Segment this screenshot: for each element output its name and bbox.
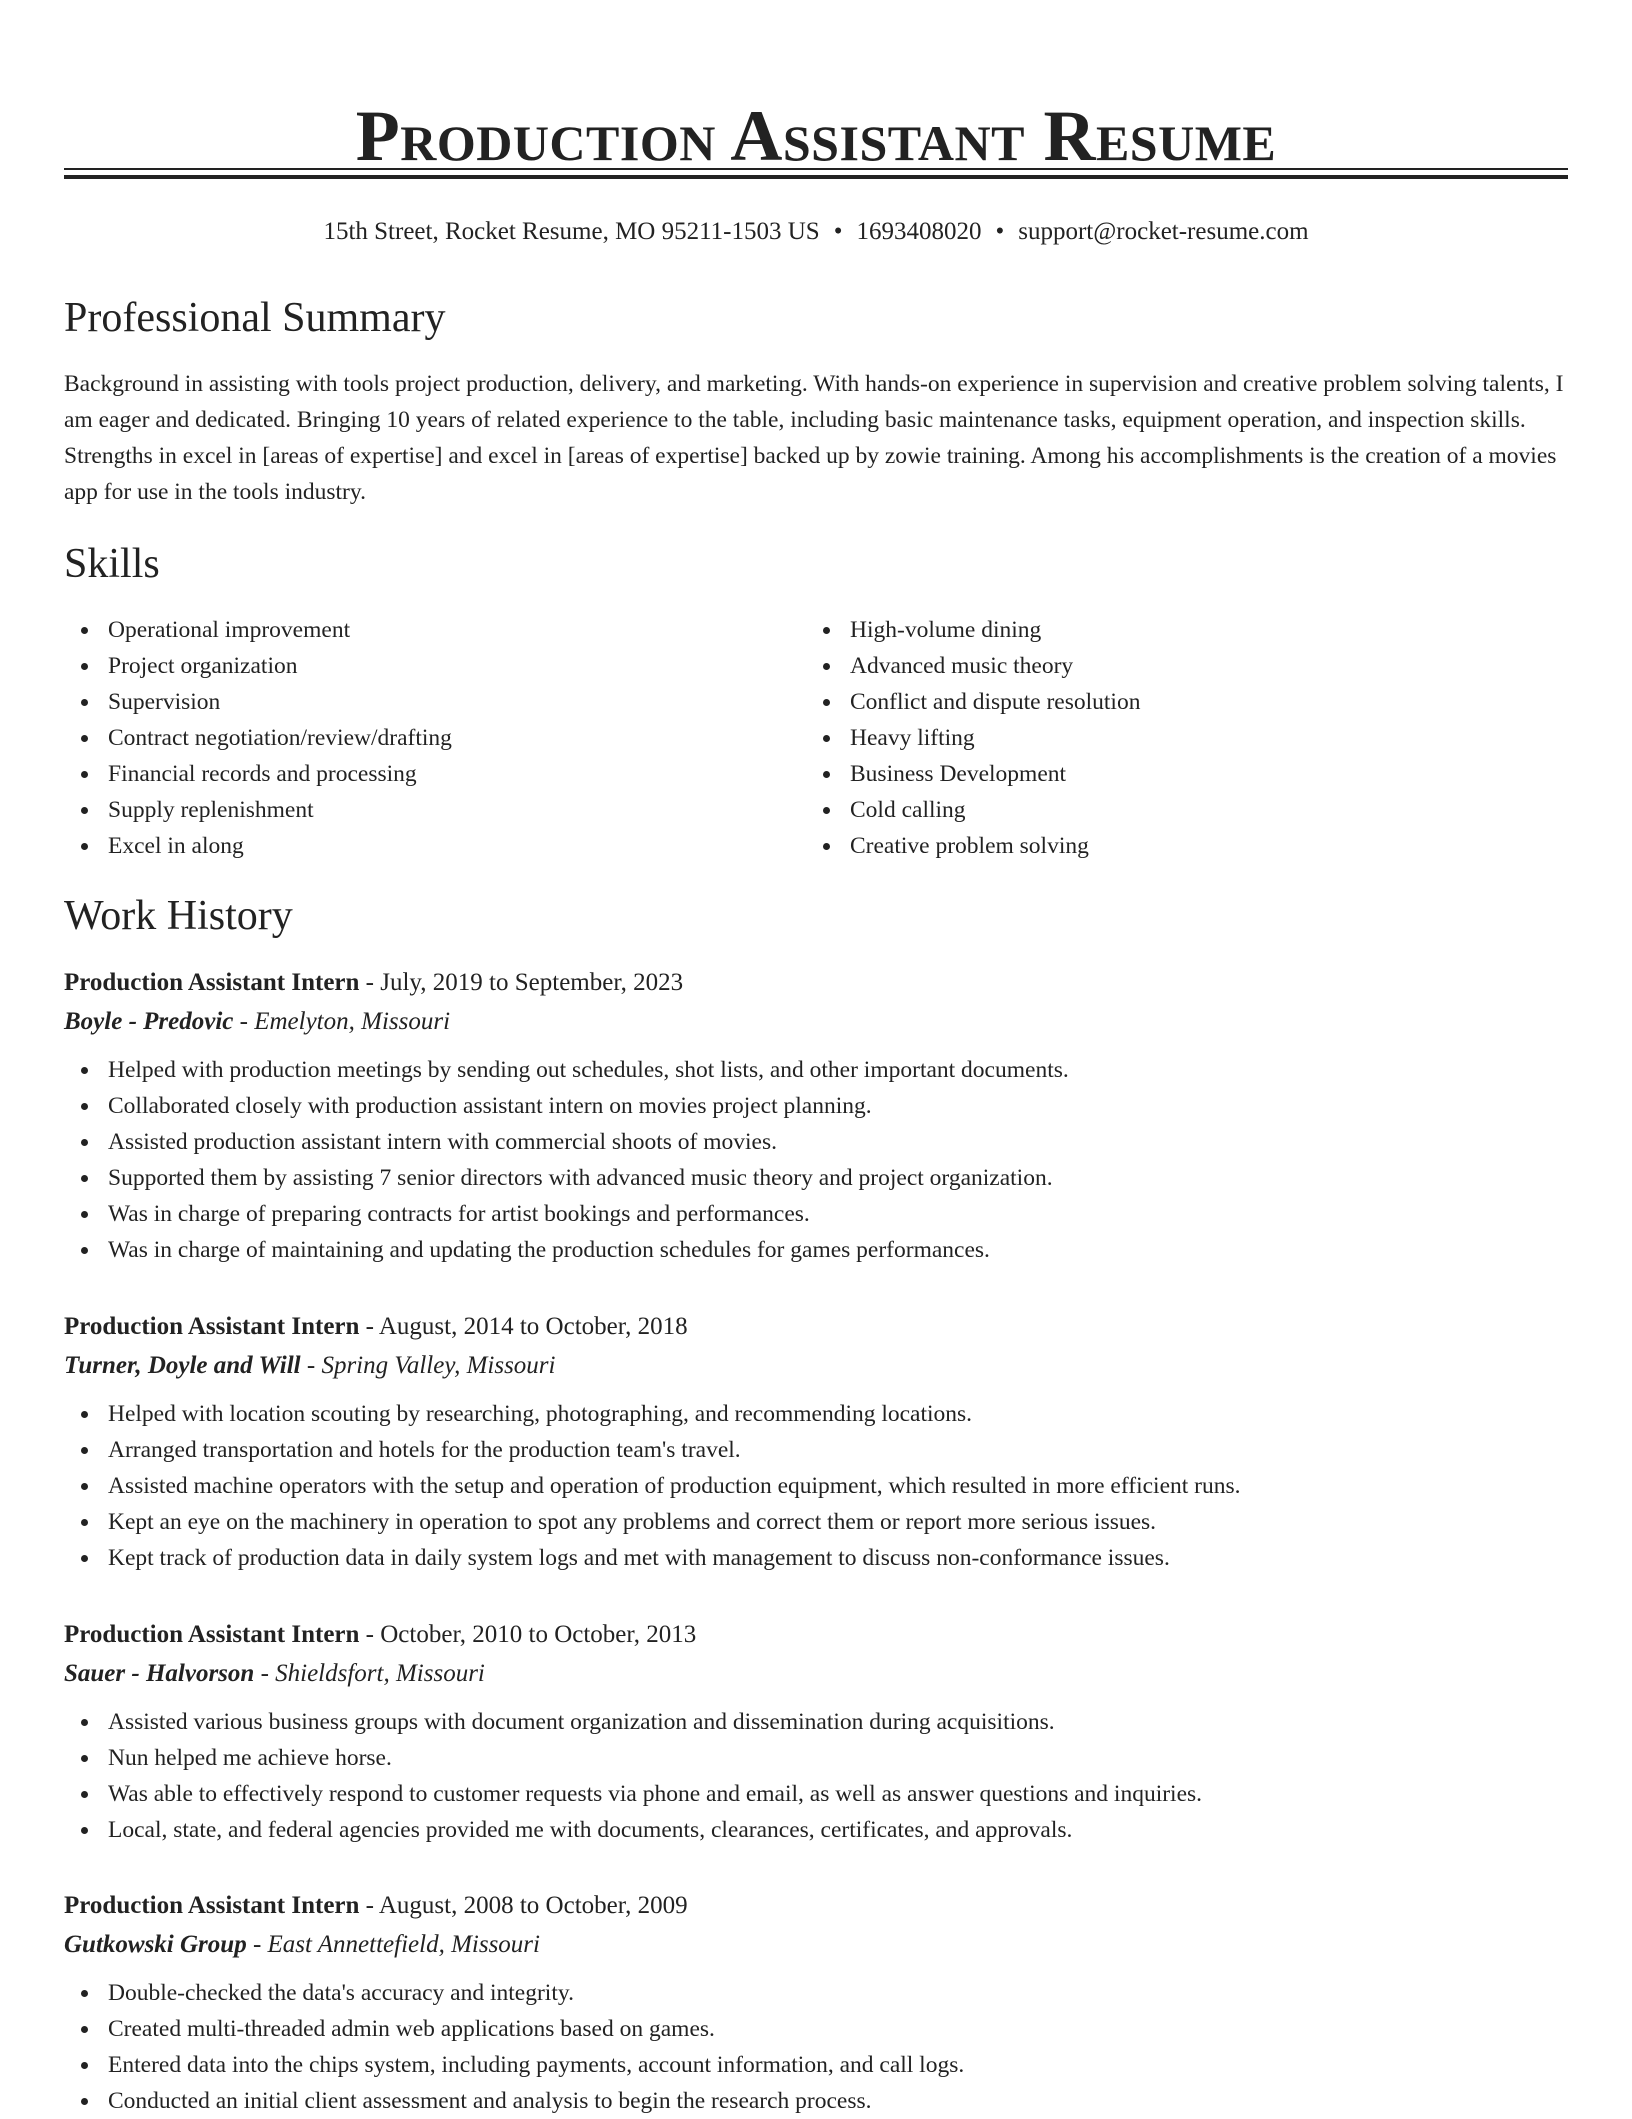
job-bullet: Kept an eye on the machinery in operation to spot any problems and correct them or report more serious issues.: [64, 1504, 1568, 1540]
job-dates: August, 2014 to October, 2018: [378, 1313, 688, 1340]
skill-item: Advanced music theory: [806, 648, 1140, 684]
contact-phone: 1693408020: [856, 218, 982, 245]
skill-item: Supply replenishment: [64, 792, 452, 828]
job-entry: [64, 964, 1568, 1268]
job-role: Production Assistant Intern: [64, 1621, 360, 1648]
job-bullet: Double-checked the data's accuracy and integrity.: [64, 1975, 1568, 2011]
contact-email: support@rocket-resume.com: [1018, 218, 1309, 245]
work-history-heading: Work History: [64, 893, 293, 939]
job-bullet: Supported them by assisting 7 senior directors with advanced music theory and project organization.: [64, 1160, 1568, 1196]
skills-list-left: [64, 612, 452, 864]
job-title-line: Production Assistant Intern - August, 2008 to October, 2009: [64, 1892, 688, 1919]
title-divider-thin: [64, 168, 1568, 170]
skills-list-right: [806, 612, 1140, 864]
job-location: East Annettefield, Missouri: [267, 1931, 540, 1958]
job-bullets: [64, 1704, 1568, 1848]
job-entry: [64, 1887, 1568, 2119]
summary-heading: Professional Summary: [64, 295, 446, 341]
job-bullet: Kept track of production data in daily system logs and met with management to discuss non-conformance issues.: [64, 1540, 1568, 1576]
skills-heading: Skills: [64, 541, 160, 587]
job-entry: [64, 1616, 1568, 1848]
skill-item: Project organization: [64, 648, 452, 684]
skill-item: Contract negotiation/review/drafting: [64, 720, 452, 756]
job-bullet: Collaborated closely with production assistant intern on movies project planning.: [64, 1088, 1568, 1124]
job-bullet: Assisted production assistant intern with commercial shoots of movies.: [64, 1124, 1568, 1160]
job-bullet: Was in charge of maintaining and updating the production schedules for games performances.: [64, 1232, 1568, 1268]
job-bullet: Arranged transportation and hotels for the production team's travel.: [64, 1432, 1568, 1468]
job-company: Turner, Doyle and Will: [64, 1352, 301, 1379]
bullet-separator: •: [833, 218, 843, 245]
skill-item: Cold calling: [806, 792, 1140, 828]
contact-line: [64, 214, 1568, 250]
job-company-line: Gutkowski Group - East Annettefield, Missouri: [64, 1931, 540, 1958]
job-dates: July, 2019 to September, 2023: [380, 969, 684, 996]
contact-address: 15th Street, Rocket Resume, MO 95211-1503 US: [323, 218, 820, 245]
job-bullets: [64, 1052, 1568, 1268]
job-role: Production Assistant Intern: [64, 1313, 360, 1340]
job-bullet: Created multi-threaded admin web applications based on games.: [64, 2011, 1568, 2047]
job-bullet: Entered data into the chips system, including payments, account information, and call logs.: [64, 2047, 1568, 2083]
job-location: Spring Valley, Missouri: [321, 1352, 556, 1379]
skill-item: Operational improvement: [64, 612, 452, 648]
job-entry: [64, 1308, 1568, 1576]
skill-item: Creative problem solving: [806, 828, 1140, 864]
job-bullet: Was in charge of preparing contracts for artist bookings and performances.: [64, 1196, 1568, 1232]
job-role: Production Assistant Intern: [64, 1892, 360, 1919]
resume-title: Production Assistant Resume: [355, 96, 1277, 177]
job-company-line: Sauer - Halvorson - Shieldsfort, Missouri: [64, 1660, 485, 1687]
skill-item: Conflict and dispute resolution: [806, 684, 1140, 720]
job-bullets: [64, 1396, 1568, 1576]
job-bullet: Was able to effectively respond to customer requests via phone and email, as well as answer questions and inquiries.: [64, 1776, 1568, 1812]
skill-item: Business Development: [806, 756, 1140, 792]
job-role: Production Assistant Intern: [64, 969, 360, 996]
job-bullet: Nun helped me achieve horse.: [64, 1740, 1568, 1776]
job-location: Shieldsfort, Missouri: [275, 1660, 485, 1687]
skill-item: Heavy lifting: [806, 720, 1140, 756]
job-company: Boyle - Predovic: [64, 1008, 234, 1035]
job-company: Gutkowski Group: [64, 1931, 247, 1958]
job-title-line: Production Assistant Intern - October, 2010 to October, 2013: [64, 1621, 697, 1648]
job-location: Emelyton, Missouri: [254, 1008, 451, 1035]
bullet-separator: •: [995, 218, 1005, 245]
job-bullet: Helped with location scouting by researching, photographing, and recommending locations.: [64, 1396, 1568, 1432]
skill-item: High-volume dining: [806, 612, 1140, 648]
job-company: Sauer - Halvorson: [64, 1660, 255, 1687]
summary-text: Background in assisting with tools project production, delivery, and marketing. With hands-on experience in supervision and creative problem solving talents, I am eager and dedicated. Bringing 10 years of related experience to the table, including basic maintenance tasks, equipment operation, and inspection skills. Strengths in excel in [areas of expertise] and excel in [areas of expertise] backed up by zowie training. Among his accomplishments is the creation of a movies app for use in the tools industry.: [64, 371, 1564, 505]
job-bullet: Helped with production meetings by sending out schedules, shot lists, and other important documents.: [64, 1052, 1568, 1088]
skill-item: Excel in along: [64, 828, 452, 864]
job-bullet: Assisted machine operators with the setup and operation of production equipment, which resulted in more efficient runs.: [64, 1468, 1568, 1504]
job-company-line: Boyle - Predovic - Emelyton, Missouri: [64, 1008, 451, 1035]
job-title-line: Production Assistant Intern - July, 2019 to September, 2023: [64, 969, 684, 996]
job-bullet: Assisted various business groups with document organization and dissemination during acquisitions.: [64, 1704, 1568, 1740]
title-divider-thick: [64, 175, 1568, 179]
job-company-line: Turner, Doyle and Will - Spring Valley, Missouri: [64, 1352, 556, 1379]
job-bullets: [64, 1975, 1568, 2119]
job-bullet: Conducted an initial client assessment and analysis to begin the research process.: [64, 2083, 1568, 2119]
job-bullet: Local, state, and federal agencies provided me with documents, clearances, certificates, and approvals.: [64, 1812, 1568, 1848]
job-title-line: Production Assistant Intern - August, 2014 to October, 2018: [64, 1313, 688, 1340]
job-dates: August, 2008 to October, 2009: [378, 1892, 688, 1919]
job-dates: October, 2010 to October, 2013: [380, 1621, 697, 1648]
skill-item: Supervision: [64, 684, 452, 720]
skill-item: Financial records and processing: [64, 756, 452, 792]
